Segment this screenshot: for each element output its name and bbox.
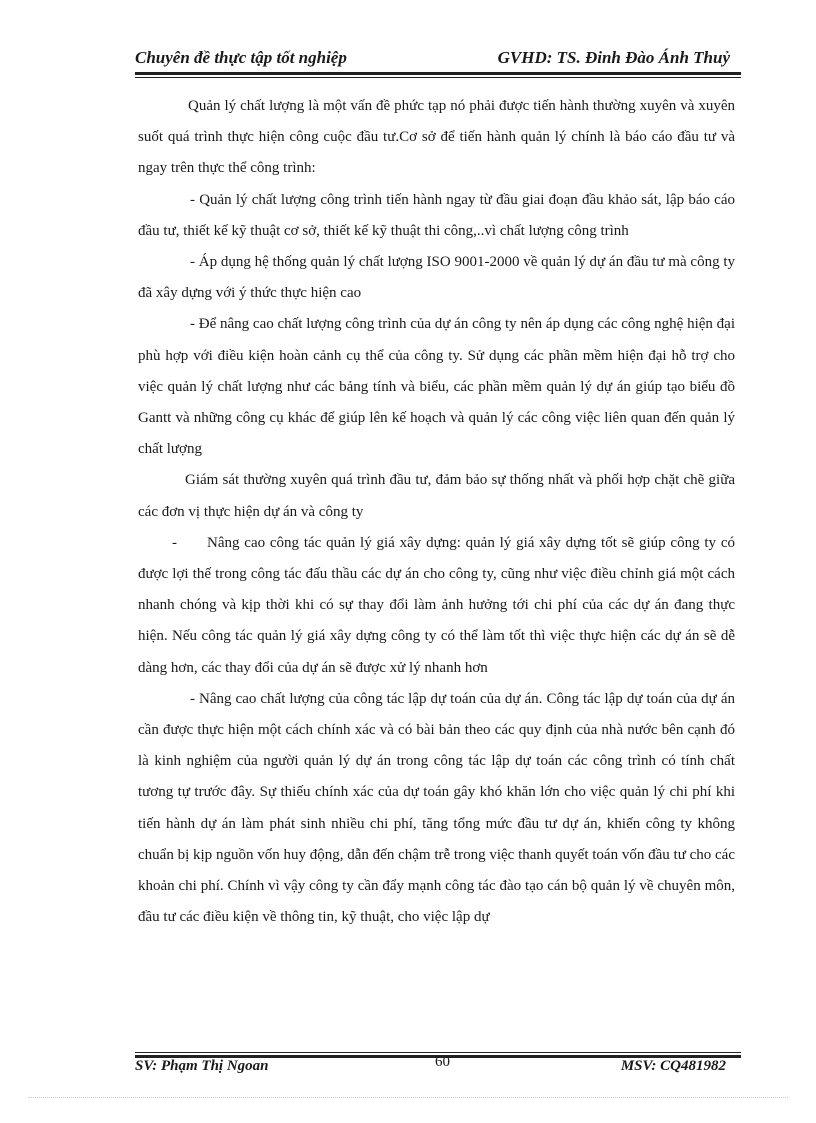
paragraph: - Nâng cao chất lượng của công tác lập dự toán của dự án. Công tác lập dự toán của dự án cần được thực hiện một cách chính xác và có bài bản theo các quy định của nhà nước bên cạnh đó là kinh nghiệm của người quản lý dự án trong công tác lập dự toán các công trình có tính chất tương tự trước đây. Sự thiếu chính xác của dự toán gây khó khăn lớn cho việc quản lý chi phí khi tiến hành dự án làm phát sinh nhiều chi phí, tăng tổng mức đầu tư dự án, khiến công ty không chuẩn bị kịp nguồn vốn huy động, dẫn đến chậm trễ trong việc thanh quyết toán vốn đầu tư cho các khoản chi phí. Chính vì vậy công ty cần đẩy mạnh công tác đào tạo cán bộ quản lý về chuyên môn, đầu tư các điều kiện về thông tin, kỹ thuật, cho việc lập dự xyxy=(138,690,735,926)
page-header xyxy=(135,46,736,72)
page-footer xyxy=(135,1056,736,1082)
header-rule-thick xyxy=(135,72,741,75)
page-boundary xyxy=(28,1097,788,1098)
document-body xyxy=(138,91,735,933)
footer-student-id: MSV: CQ481982 xyxy=(620,1058,726,1074)
footer-rule-thin xyxy=(135,1052,741,1053)
paragraph-text: Nâng cao công tác quản lý giá xây dựng: quản lý giá xây dựng tốt sẽ giúp công ty có được lợi thế trong công tác đấu thầu các dự án cho công ty, cũng như việc điều chỉnh giá một cách nhanh chóng và kịp thời khi có sự thay đổi làm ảnh hưởng tới chi phí của các dự án đang thực hiện. Nếu công tác quản lý giá xây dựng công ty có thể làm tốt thì việc thực hiện các dự án sẽ dễ dàng hơn, các thay đổi của dự án sẽ được xử lý nhanh hơn xyxy=(138,534,735,676)
paragraph: Giám sát thường xuyên quá trình đầu tư, đảm bảo sự thống nhất và phối hợp chặt chẽ giữa các đơn vị thực hiện dự án và công ty xyxy=(138,472,735,520)
paragraph: Quản lý chất lượng là một vấn đề phức tạp nó phải được tiến hành thường xuyên và xuyên suốt quá trình thực hiện công cuộc đầu tư.Cơ sở để tiến hành quản lý chính là báo cáo đầu tư và ngay trên thực thể công trình: xyxy=(138,98,735,177)
paragraph: - Quản lý chất lượng công trình tiến hành ngay từ đầu giai đoạn đầu khảo sát, lập báo cáo đầu tư, thiết kế kỹ thuật cơ sở, thiết kế kỹ thuật thi công,..vì chất lượng công trình xyxy=(138,191,735,239)
list-dash: - xyxy=(172,534,177,551)
header-supervisor: GVHD: TS. Đinh Đào Ánh Thuỷ xyxy=(497,48,730,67)
page-number: 60 xyxy=(435,1054,450,1070)
paragraph xyxy=(138,528,735,684)
header-title: Chuyên đề thực tập tốt nghiệp xyxy=(135,48,347,67)
paragraph: - Áp dụng hệ thống quản lý chất lượng ISO 9001-2000 về quản lý dự án đầu tư mà công ty đã xây dựng với ý thức thực hiện cao xyxy=(138,254,735,302)
header-rule-thin xyxy=(135,77,741,78)
footer-student: SV: Phạm Thị Ngoan xyxy=(135,1058,269,1074)
paragraph: - Để nâng cao chất lượng công trình của dự án công ty nên áp dụng các công nghệ hiện đại phù hợp với điều kiện hoàn cảnh cụ thể của công ty. Sử dụng các phần mềm hiện đại hỗ trợ cho việc quản lý chất lượng như các bảng tính và biểu, các phần mềm quản lý dự án giúp tạo biểu đồ Gantt và những công cụ khác để giúp lên kế hoạch và quản lý các công việc liên quan đến quản lý chất lượng xyxy=(138,316,735,458)
